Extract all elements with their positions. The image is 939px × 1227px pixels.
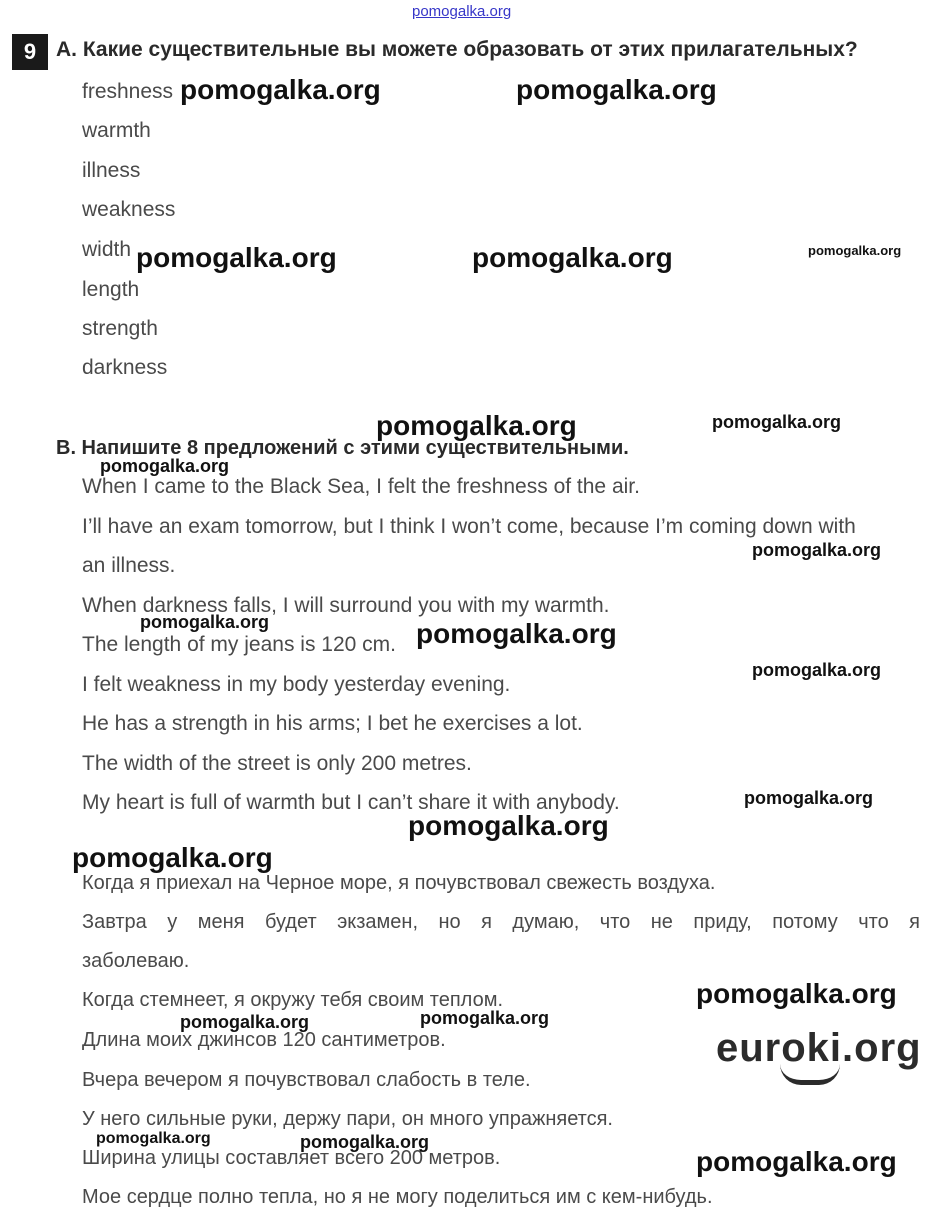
word-item: width: [82, 238, 132, 261]
watermark: pomogalka.org: [96, 1130, 211, 1147]
english-sentence: I felt weakness in my body yesterday evening.: [82, 673, 511, 696]
word-item: length: [82, 278, 140, 301]
watermark: pomogalka.org: [696, 1146, 897, 1177]
russian-sentence: Когда я приехал на Черное море, я почувствовал свежесть воздуха.: [82, 872, 716, 894]
euroki-logo: [716, 1026, 922, 1082]
part-b-heading: B. Напишите 8 предложений с этими существительными.: [56, 437, 629, 459]
watermark: pomogalka.org: [408, 810, 609, 841]
watermark: pomogalka.org: [420, 1008, 550, 1028]
watermark: pomogalka.org: [744, 788, 874, 808]
watermark: pomogalka.org: [140, 612, 270, 632]
watermark: pomogalka.org: [752, 660, 882, 680]
watermark: pomogalka.org: [180, 1012, 310, 1032]
word-item: warmth: [82, 119, 151, 142]
watermark: pomogalka.org: [472, 242, 673, 273]
word-item: freshness: [82, 80, 174, 103]
part-a-heading: A. Какие существительные вы можете образовать от этих прилагательных?: [56, 38, 858, 61]
top-watermark-link[interactable]: pomogalka.org: [412, 3, 512, 20]
word-item: darkness: [82, 356, 168, 379]
watermark: pomogalka.org: [180, 74, 381, 105]
english-sentence: My heart is full of warmth but I can’t share it with anybody.: [82, 791, 620, 814]
russian-sentence: Длина моих джинсов 120 сантиметров.: [82, 1029, 446, 1051]
watermark: pomogalka.org: [712, 412, 842, 432]
russian-sentence: заболеваю.: [82, 950, 190, 972]
euroki-logo-text: euroki.org: [716, 1026, 922, 1070]
watermark: pomogalka.org: [808, 243, 902, 258]
word-item: weakness: [82, 198, 176, 221]
russian-sentence: Когда стемнеет, я окружу тебя своим теплом.: [82, 989, 504, 1011]
english-sentence: He has a strength in his arms; I bet he exercises a lot.: [82, 712, 583, 735]
watermark: pomogalka.org: [516, 74, 717, 105]
watermark: pomogalka.org: [72, 842, 273, 873]
english-sentence: I’ll have an exam tomorrow, but I think I won’t come, because I’m coming down with: [82, 515, 856, 538]
task-number-badge: 9: [12, 34, 48, 70]
watermark: pomogalka.org: [416, 618, 617, 649]
watermark: pomogalka.org: [752, 540, 882, 560]
watermark: pomogalka.org: [136, 242, 337, 273]
english-sentence: an illness.: [82, 554, 176, 577]
russian-sentence: Завтра у меня будет экзамен, но я думаю, что не приду, потому что я: [82, 911, 920, 933]
russian-sentence: Вчера вечером я почувствовал слабость в теле.: [82, 1069, 531, 1091]
logo-smile-icon: [780, 1064, 840, 1085]
watermark: pomogalka.org: [300, 1132, 430, 1152]
russian-sentence: Мое сердце полно тепла, но я не могу поделиться им с кем-нибудь.: [82, 1186, 713, 1208]
english-sentence: When darkness falls, I will surround you with my warmth.: [82, 594, 610, 617]
russian-sentence: У него сильные руки, держу пари, он много упражняется.: [82, 1108, 613, 1130]
english-sentence: The length of my jeans is 120 cm.: [82, 633, 396, 656]
word-item: strength: [82, 317, 158, 340]
english-sentence: When I came to the Black Sea, I felt the freshness of the air.: [82, 475, 640, 498]
watermark: pomogalka.org: [376, 410, 577, 441]
english-sentence: The width of the street is only 200 metres.: [82, 752, 472, 775]
word-item: illness: [82, 159, 141, 182]
russian-sentence: Ширина улицы составляет всего 200 метров.: [82, 1147, 501, 1169]
watermark: pomogalka.org: [696, 978, 897, 1009]
watermark: pomogalka.org: [100, 456, 230, 476]
